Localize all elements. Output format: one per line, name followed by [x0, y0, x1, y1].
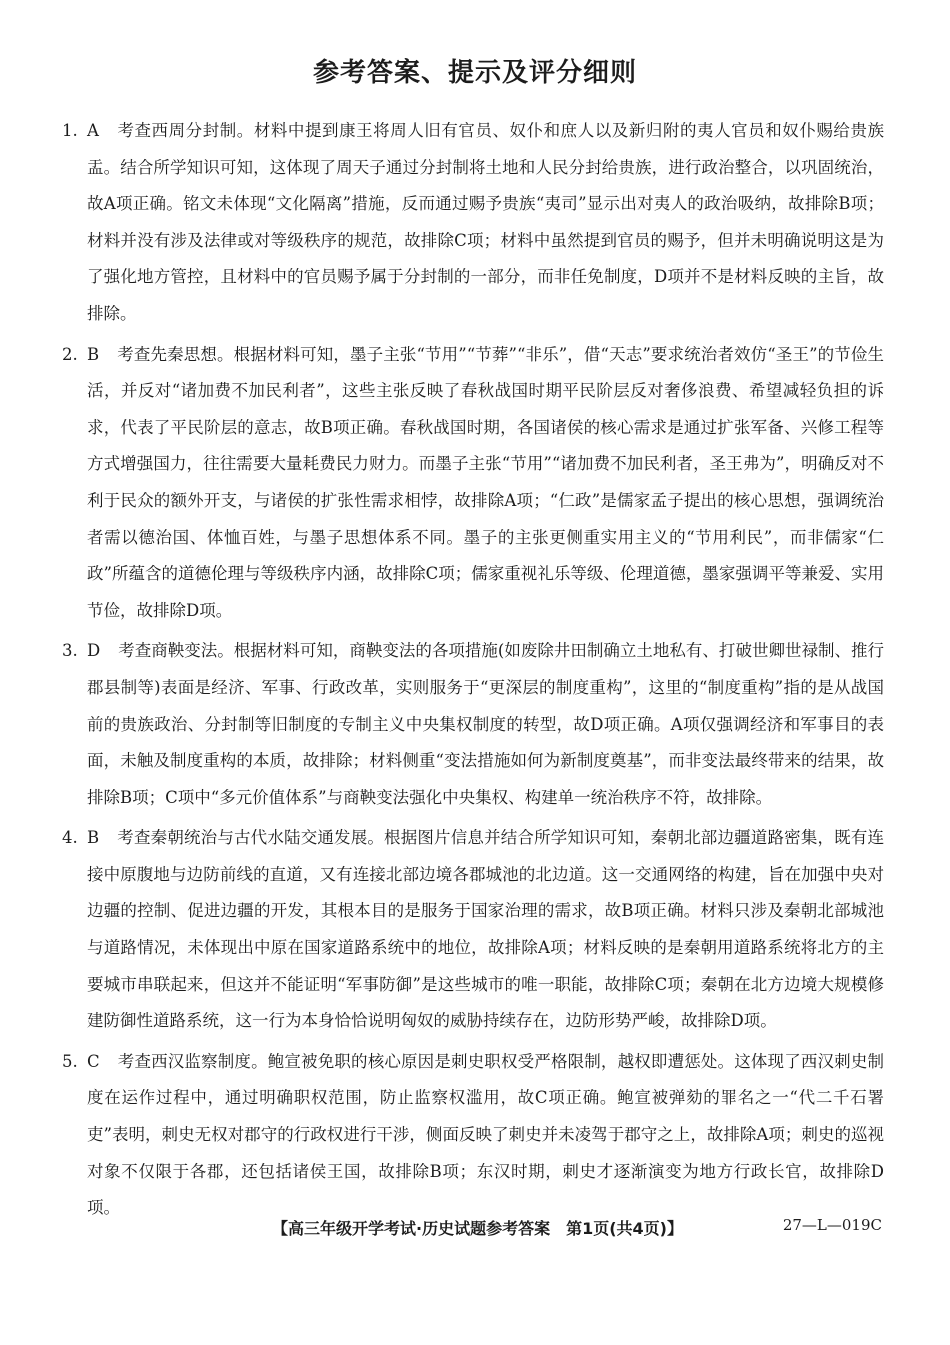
answer-item-4 [62, 820, 884, 1040]
explanation-text: 考查西周分封制。材料中提到康王将周人旧有官员、奴仆和庶人以及新归附的夷人官员和奴仆赐给贵族盂。结合所学知识可知，这体现了周天子通过分封制将土地和人民分封给贵族，进行政治整合，以巩固统治，故A项正确。铭文未体现“文化隔离”措施，反而通过赐予贵族“夷司”显示出对夷人的政治吸纳，故排除B项；材料并没有涉及法律或对等级秩序的规范，故排除C项；材料中虽然提到官员的赐予，但并未明确说明这是为了强化地方管控，且材料中的官员赐予属于分封制的一部分，而非任免制度，D项并不是材料反映的主旨，故排除。 [87, 121, 884, 323]
footer-code: 27—L—019C [782, 1216, 882, 1234]
answer-item-3 [62, 633, 884, 816]
answer-letter: B [87, 828, 100, 848]
answer-letter: C [87, 1051, 100, 1071]
answer-letter: A [87, 121, 99, 140]
explanation-text: 考查商鞅变法。根据材料可知，商鞅变法的各项措施(如废除井田制确立土地私有、打破世卿世禄制、推行郡县制等)表面是经济、军事、行政改革，实则服务于“更深层的制度重构”，这里的“制度重构”指的是从战国前的贵族政治、分封制等旧制度的专制主义中央集权制度的转型，故D项正确。A项仅强调经济和军事目的表面，未触及制度重构的本质，故排除；材料侧重“变法措施如何为新制度奠基”，而非变法最终带来的结果，故排除B项；C项中“多元价值体系”与商鞅变法强化中央集权、构建单一统治秩序不符，故排除。 [87, 641, 884, 807]
answer-letter: D [87, 641, 101, 661]
answer-list [62, 113, 884, 1231]
footer-exam-info: 【高三年级开学考试·历史试题参考答案 第1页(共4页)】 [272, 1219, 683, 1238]
question-number: 2. [62, 344, 78, 364]
answer-letter: B [87, 344, 100, 364]
answer-item-2 [62, 337, 884, 630]
question-number: 5. [62, 1051, 78, 1071]
explanation-text: 考查西汉监察制度。鲍宣被免职的核心原因是刺史职权受严格限制，越权即遭惩处。这体现了西汉刺史制度在运作过程中，通过明确职权范围，防止监察权滥用，故C项正确。鲍宣被弹劾的罪名之一“代二千石署吏”表明，刺史无权对郡守的行政权进行干涉，侧面反映了刺史并未凌驾于郡守之上，故排除A项；刺史的巡视对象不仅限于各郡，还包括诸侯王国，故排除B项；东汉时期，刺史才逐渐演变为地方行政长官，故排除D项。 [87, 1051, 884, 1218]
question-number: 1. [62, 121, 78, 140]
explanation-text: 考查秦朝统治与古代水陆交通发展。根据图片信息并结合所学知识可知，秦朝北部边疆道路密集，既有连接中原腹地与边防前线的直道，又有连接北部边境各郡城池的北边道。这一交通网络的构建，旨在加强中央对边疆的控制、促进边疆的开发，其根本目的是服务于国家治理的需求，故B项正确。材料只涉及秦朝北部城池与道路情况，未体现出中原在国家道路系统中的地位，故排除A项；材料反映的是秦朝用道路系统将北方的主要城市串联起来，但这并不能证明“军事防御”是这些城市的唯一职能，故排除C项；秦朝在北方边境大规模修建防御性道路系统，这一行为本身恰恰说明匈奴的威胁持续存在，边防形势严峻，故排除D项。 [87, 828, 884, 1031]
question-number: 3. [62, 641, 78, 661]
question-number: 4. [62, 828, 78, 848]
page-title: 参考答案、提示及评分细则 [312, 58, 637, 88]
answer-item-5 [62, 1044, 884, 1227]
answer-item-1 [62, 113, 884, 333]
explanation-text: 考查先秦思想。根据材料可知，墨子主张“节用”“节葬”“非乐”，借“天志”要求统治者效仿“圣王”的节俭生活，并反对“诸加费不加民利者”，这些主张反映了春秋战国时期平民阶层反对奢侈浪费、希望减轻负担的诉求，代表了平民阶层的意志，故B项正确。春秋战国时期，各国诸侯的核心需求是通过扩张军备、兴修工程等方式增强国力，往往需要大量耗费民力财力。而墨子主张“节用”“诸加费不加民利者，圣王弗为”，明确反对不利于民众的额外开支，与诸侯的扩张性需求相悖，故排除A项；“仁政”是儒家孟子提出的核心思想，强调统治者需以德治国、体恤百姓，与墨子思想体系不同。墨子的主张更侧重实用主义的“节用利民”，而非儒家“仁政”所蕴含的道德伦理与等级秩序内涵，故排除C项；儒家重视礼乐等级、伦理道德，墨家强调平等兼爱、实用节俭，故排除D项。 [87, 344, 884, 620]
page-footer [0, 1216, 950, 1242]
